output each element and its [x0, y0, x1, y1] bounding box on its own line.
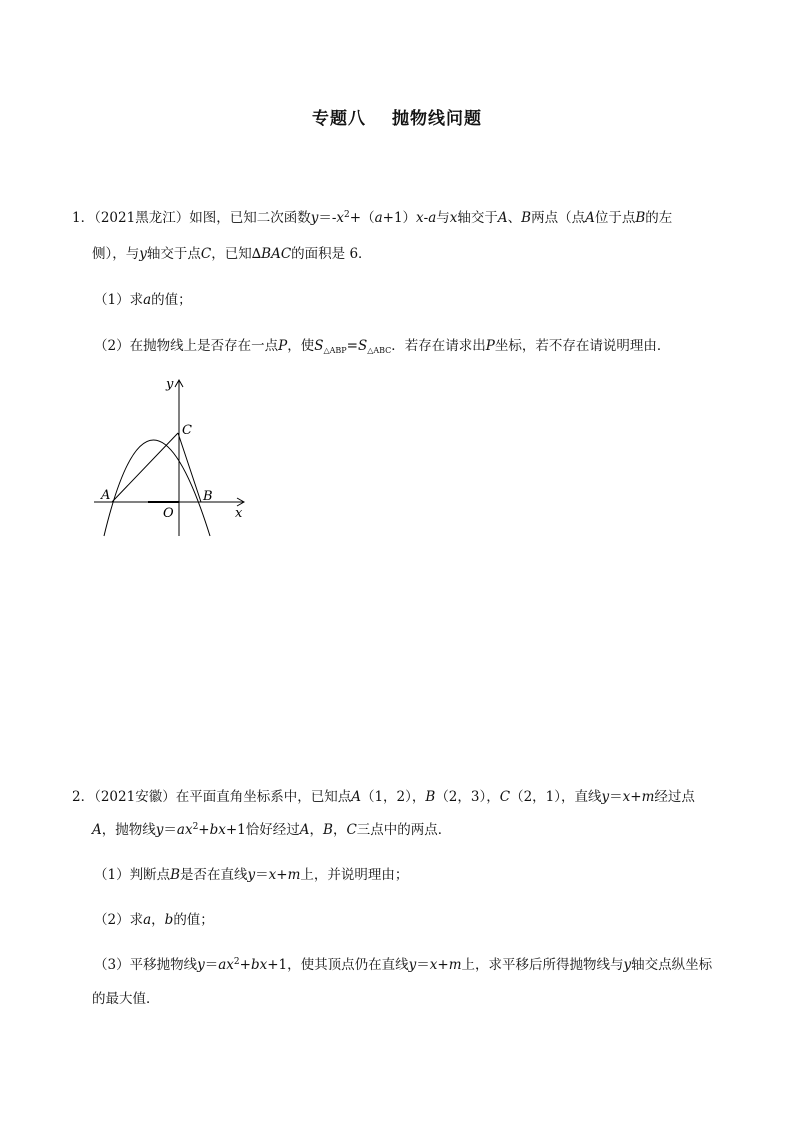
label-b: B	[203, 489, 213, 504]
q1-part-1: （1）求a的值；	[94, 292, 192, 308]
label-y: y	[166, 377, 174, 392]
q1-part-2: （2）在抛物线上是否存在一点P，使$S_{\triangle ABP}=S_{\triangle ABC}$．若存在请求出P坐标，若不存在请说明理由．	[94, 338, 671, 355]
q2-part-3-cont: 的最大值．	[92, 991, 160, 1007]
q2-part-2: （2）求a，b的值；	[94, 912, 214, 928]
line-cb	[178, 433, 201, 502]
label-o: O	[163, 506, 174, 521]
line-ac	[112, 433, 178, 502]
parabola-figure	[92, 372, 257, 540]
q2-part-1: （1）判断点B是否在直线y＝x+m上，并说明理由；	[94, 867, 409, 883]
q2-line-1: 2．（2021安徽）在平面直角坐标系中，已知点A（1，2），B（2，3），C（2，1），直线y＝x+m经过点	[72, 789, 695, 805]
label-a: A	[101, 488, 111, 503]
q1-line-2: 侧），与y轴交于点C，已知∆BAC的面积是 6．	[92, 246, 372, 262]
page-title: 专题八 抛物线问题	[312, 109, 482, 129]
label-c: C	[182, 423, 192, 438]
label-x: x	[235, 506, 243, 521]
q1-line-1: 1．（2021黑龙江）如图，已知二次函数$y=-x^2+(a+1)x-a$与x轴交于A、B两点（点A位于点B的左	[72, 210, 673, 226]
q2-line-2: A，抛物线$y=ax^2+bx+1$恰好经过A，B，C三点中的两点．	[92, 822, 452, 838]
q2-part-3: （3）平移抛物线$y=ax^2+bx+1$，使其顶点仍在直线y＝x+m上，求平移后所得抛物线与y轴交点纵坐标	[94, 957, 713, 973]
